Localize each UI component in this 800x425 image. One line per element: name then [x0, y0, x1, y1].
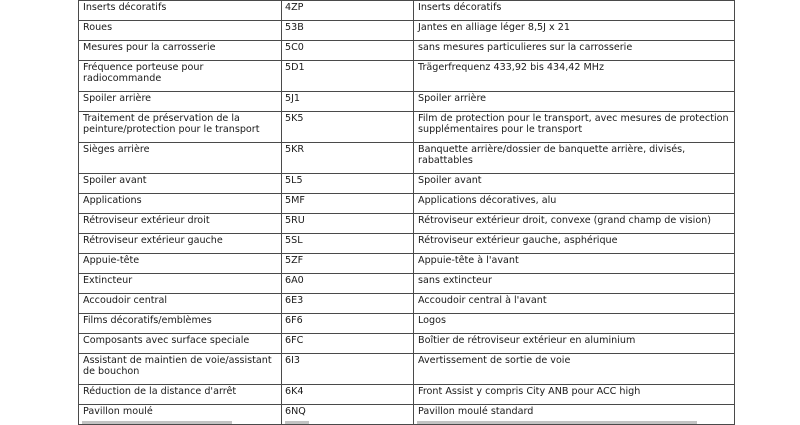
option-name-cell: Pavillon moulé — [79, 405, 282, 425]
option-description-cell: Jantes en alliage léger 8,5J x 21 — [414, 21, 735, 41]
option-description-cell: Trägerfrequenz 433,92 bis 434,42 MHz — [414, 61, 735, 92]
option-description-cell: Appuie-tête à l'avant — [414, 254, 735, 274]
option-code-cell: 5SL — [282, 234, 414, 254]
option-description-cell: Banquette arrière/dossier de banquette arrière, divisés, rabattables — [414, 143, 735, 174]
option-code-cell: 5RU — [282, 214, 414, 234]
table-row — [79, 234, 735, 254]
table-row — [79, 92, 735, 112]
option-description-cell: sans extincteur — [414, 274, 735, 294]
cut-off-text-fragment — [285, 421, 309, 424]
table-row — [79, 354, 735, 385]
option-name-cell: Applications — [79, 194, 282, 214]
option-name-cell: Extincteur — [79, 274, 282, 294]
table-row — [79, 143, 735, 174]
option-name-cell: Fréquence porteuse pour radiocommande — [79, 61, 282, 92]
option-name-cell: Sièges arrière — [79, 143, 282, 174]
option-description-cell: Inserts décoratifs — [414, 1, 735, 21]
table-row — [79, 174, 735, 194]
option-code-cell: 5ZF — [282, 254, 414, 274]
option-description-cell: Front Assist y compris City ANB pour ACC high — [414, 385, 735, 405]
option-description-cell: sans mesures particulieres sur la carrosserie — [414, 41, 735, 61]
option-description-cell: Spoiler avant — [414, 174, 735, 194]
option-description-cell: Rétroviseur extérieur droit, convexe (grand champ de vision) — [414, 214, 735, 234]
option-code-cell: 6E3 — [282, 294, 414, 314]
option-code-cell: 5MF — [282, 194, 414, 214]
option-name-cell: Appuie-tête — [79, 254, 282, 274]
cut-off-next-row — [78, 420, 734, 425]
option-code-cell: 53B — [282, 21, 414, 41]
equipment-options-table — [78, 0, 735, 425]
option-description-cell: Film de protection pour le transport, avec mesures de protection supplémentaires pour le transport — [414, 112, 735, 143]
option-name-cell: Traitement de préservation de la peinture/protection pour le transport — [79, 112, 282, 143]
option-name-cell: Roues — [79, 21, 282, 41]
option-description-cell: Spoiler arrière — [414, 92, 735, 112]
option-name-cell: Rétroviseur extérieur gauche — [79, 234, 282, 254]
option-name-cell: Accoudoir central — [79, 294, 282, 314]
option-code-cell: 6A0 — [282, 274, 414, 294]
option-description-cell: Avertissement de sortie de voie — [414, 354, 735, 385]
option-name-cell: Composants avec surface speciale — [79, 334, 282, 354]
table-row — [79, 1, 735, 21]
option-description-cell: Logos — [414, 314, 735, 334]
option-code-cell: 5L5 — [282, 174, 414, 194]
table-row — [79, 41, 735, 61]
table-row — [79, 61, 735, 92]
option-name-cell: Films décoratifs/emblèmes — [79, 314, 282, 334]
option-code-cell: 5J1 — [282, 92, 414, 112]
option-name-cell: Réduction de la distance d'arrêt — [79, 385, 282, 405]
table-row — [79, 214, 735, 234]
option-code-cell: 6FC — [282, 334, 414, 354]
table-row — [79, 112, 735, 143]
cut-off-text-fragment — [82, 421, 232, 424]
option-code-cell: 5D1 — [282, 61, 414, 92]
option-name-cell: Assistant de maintien de voie/assistant de bouchon — [79, 354, 282, 385]
option-code-cell: 6NQ — [282, 405, 414, 425]
option-description-cell: Accoudoir central à l'avant — [414, 294, 735, 314]
option-name-cell: Inserts décoratifs — [79, 1, 282, 21]
table-row — [79, 21, 735, 41]
option-name-cell: Mesures pour la carrosserie — [79, 41, 282, 61]
option-code-cell: 6I3 — [282, 354, 414, 385]
option-code-cell: 5K5 — [282, 112, 414, 143]
table-body — [79, 1, 735, 425]
cut-off-text-fragment — [417, 421, 697, 424]
option-code-cell: 5C0 — [282, 41, 414, 61]
table-row — [79, 385, 735, 405]
option-description-cell: Applications décoratives, alu — [414, 194, 735, 214]
option-description-cell: Boîtier de rétroviseur extérieur en aluminium — [414, 334, 735, 354]
table-row — [79, 274, 735, 294]
option-description-cell: Rétroviseur extérieur gauche, asphérique — [414, 234, 735, 254]
option-name-cell: Spoiler arrière — [79, 92, 282, 112]
option-name-cell: Rétroviseur extérieur droit — [79, 214, 282, 234]
table-row — [79, 294, 735, 314]
option-code-cell: 5KR — [282, 143, 414, 174]
table-row — [79, 254, 735, 274]
table-row — [79, 334, 735, 354]
option-code-cell: 6F6 — [282, 314, 414, 334]
option-description-cell: Pavillon moulé standard — [414, 405, 735, 425]
option-code-cell: 4ZP — [282, 1, 414, 21]
table-row — [79, 194, 735, 214]
option-name-cell: Spoiler avant — [79, 174, 282, 194]
option-code-cell: 6K4 — [282, 385, 414, 405]
table-row — [79, 314, 735, 334]
